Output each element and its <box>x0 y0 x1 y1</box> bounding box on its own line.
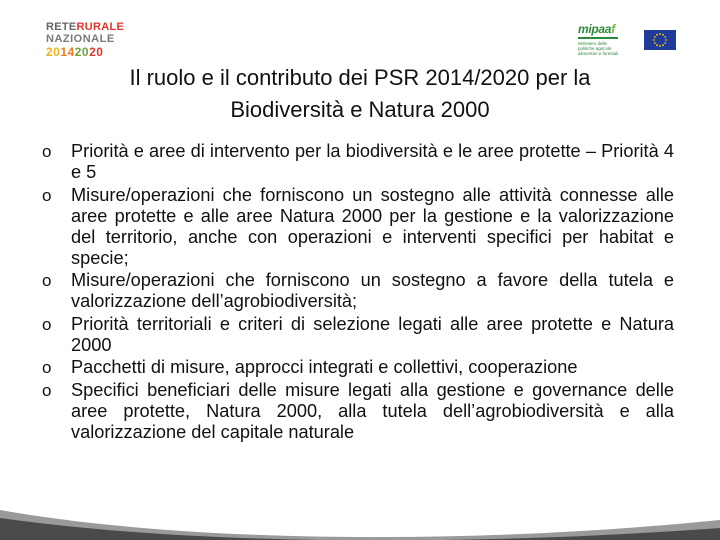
bullet-text: Misure/operazioni che forniscono un sostegno a favore della tutela e valorizzazione dell’agrobiodiversità; <box>71 270 674 311</box>
bullet-marker: o <box>42 358 52 377</box>
rete-rurale-logo <box>46 22 126 58</box>
mipaaf-logo <box>578 22 640 56</box>
eu-stars <box>644 30 676 50</box>
bullet-text: Priorità e aree di intervento per la biodiversità e le aree protette – Priorità 4 e 5 <box>71 141 674 182</box>
list-item <box>42 357 674 378</box>
bullet-marker: o <box>42 380 52 400</box>
title-line-2: Biodiversità e Natura 2000 <box>230 97 490 122</box>
logo-line-3: 20142020 <box>46 45 104 59</box>
bullet-text: Misure/operazioni che forniscono un sostegno alle attività connesse alle aree protette e alle aree Natura 2000 per la gestione e la valorizzazione del territorio, anche con operazioni e interventi specifici per habitat e specie; <box>71 184 674 268</box>
bullet-list <box>42 141 674 444</box>
list-item <box>42 141 674 183</box>
eu-flag-icon <box>644 30 676 50</box>
bullet-text: Pacchetti di misure, approcci integrati e collettivi, cooperazione <box>71 357 578 377</box>
bullet-marker: o <box>42 314 52 334</box>
list-item <box>42 380 674 443</box>
list-item <box>42 270 674 312</box>
logo-line-1: RETERURALE <box>46 21 125 33</box>
slide-title <box>60 62 660 126</box>
bullet-text: Specifici beneficiari delle misure legati alla gestione e governance delle aree protette, Natura 2000, alla tutela dell’agrobiodiversità e alla valorizzazione del capitale naturale <box>71 379 674 442</box>
bullet-text: Priorità territoriali e criteri di selezione legati alle aree protette e Natura 2000 <box>71 313 674 355</box>
mipaaf-subtitle: Ministero delle politiche agricole alimentari e forestali <box>578 41 619 56</box>
list-item <box>42 185 674 269</box>
footer-swoosh <box>0 480 720 540</box>
mipaaf-bar <box>578 37 618 39</box>
bullet-marker: o <box>42 142 52 161</box>
mipaaf-brand: mipaaf <box>578 22 615 36</box>
title-line-1: Il ruolo e il contributo dei PSR 2014/2020 per la <box>129 65 591 90</box>
list-item <box>42 314 674 356</box>
bullet-marker: o <box>42 271 52 290</box>
logo-line-2: NAZIONALE <box>46 33 115 45</box>
bullet-marker: o <box>42 185 52 205</box>
